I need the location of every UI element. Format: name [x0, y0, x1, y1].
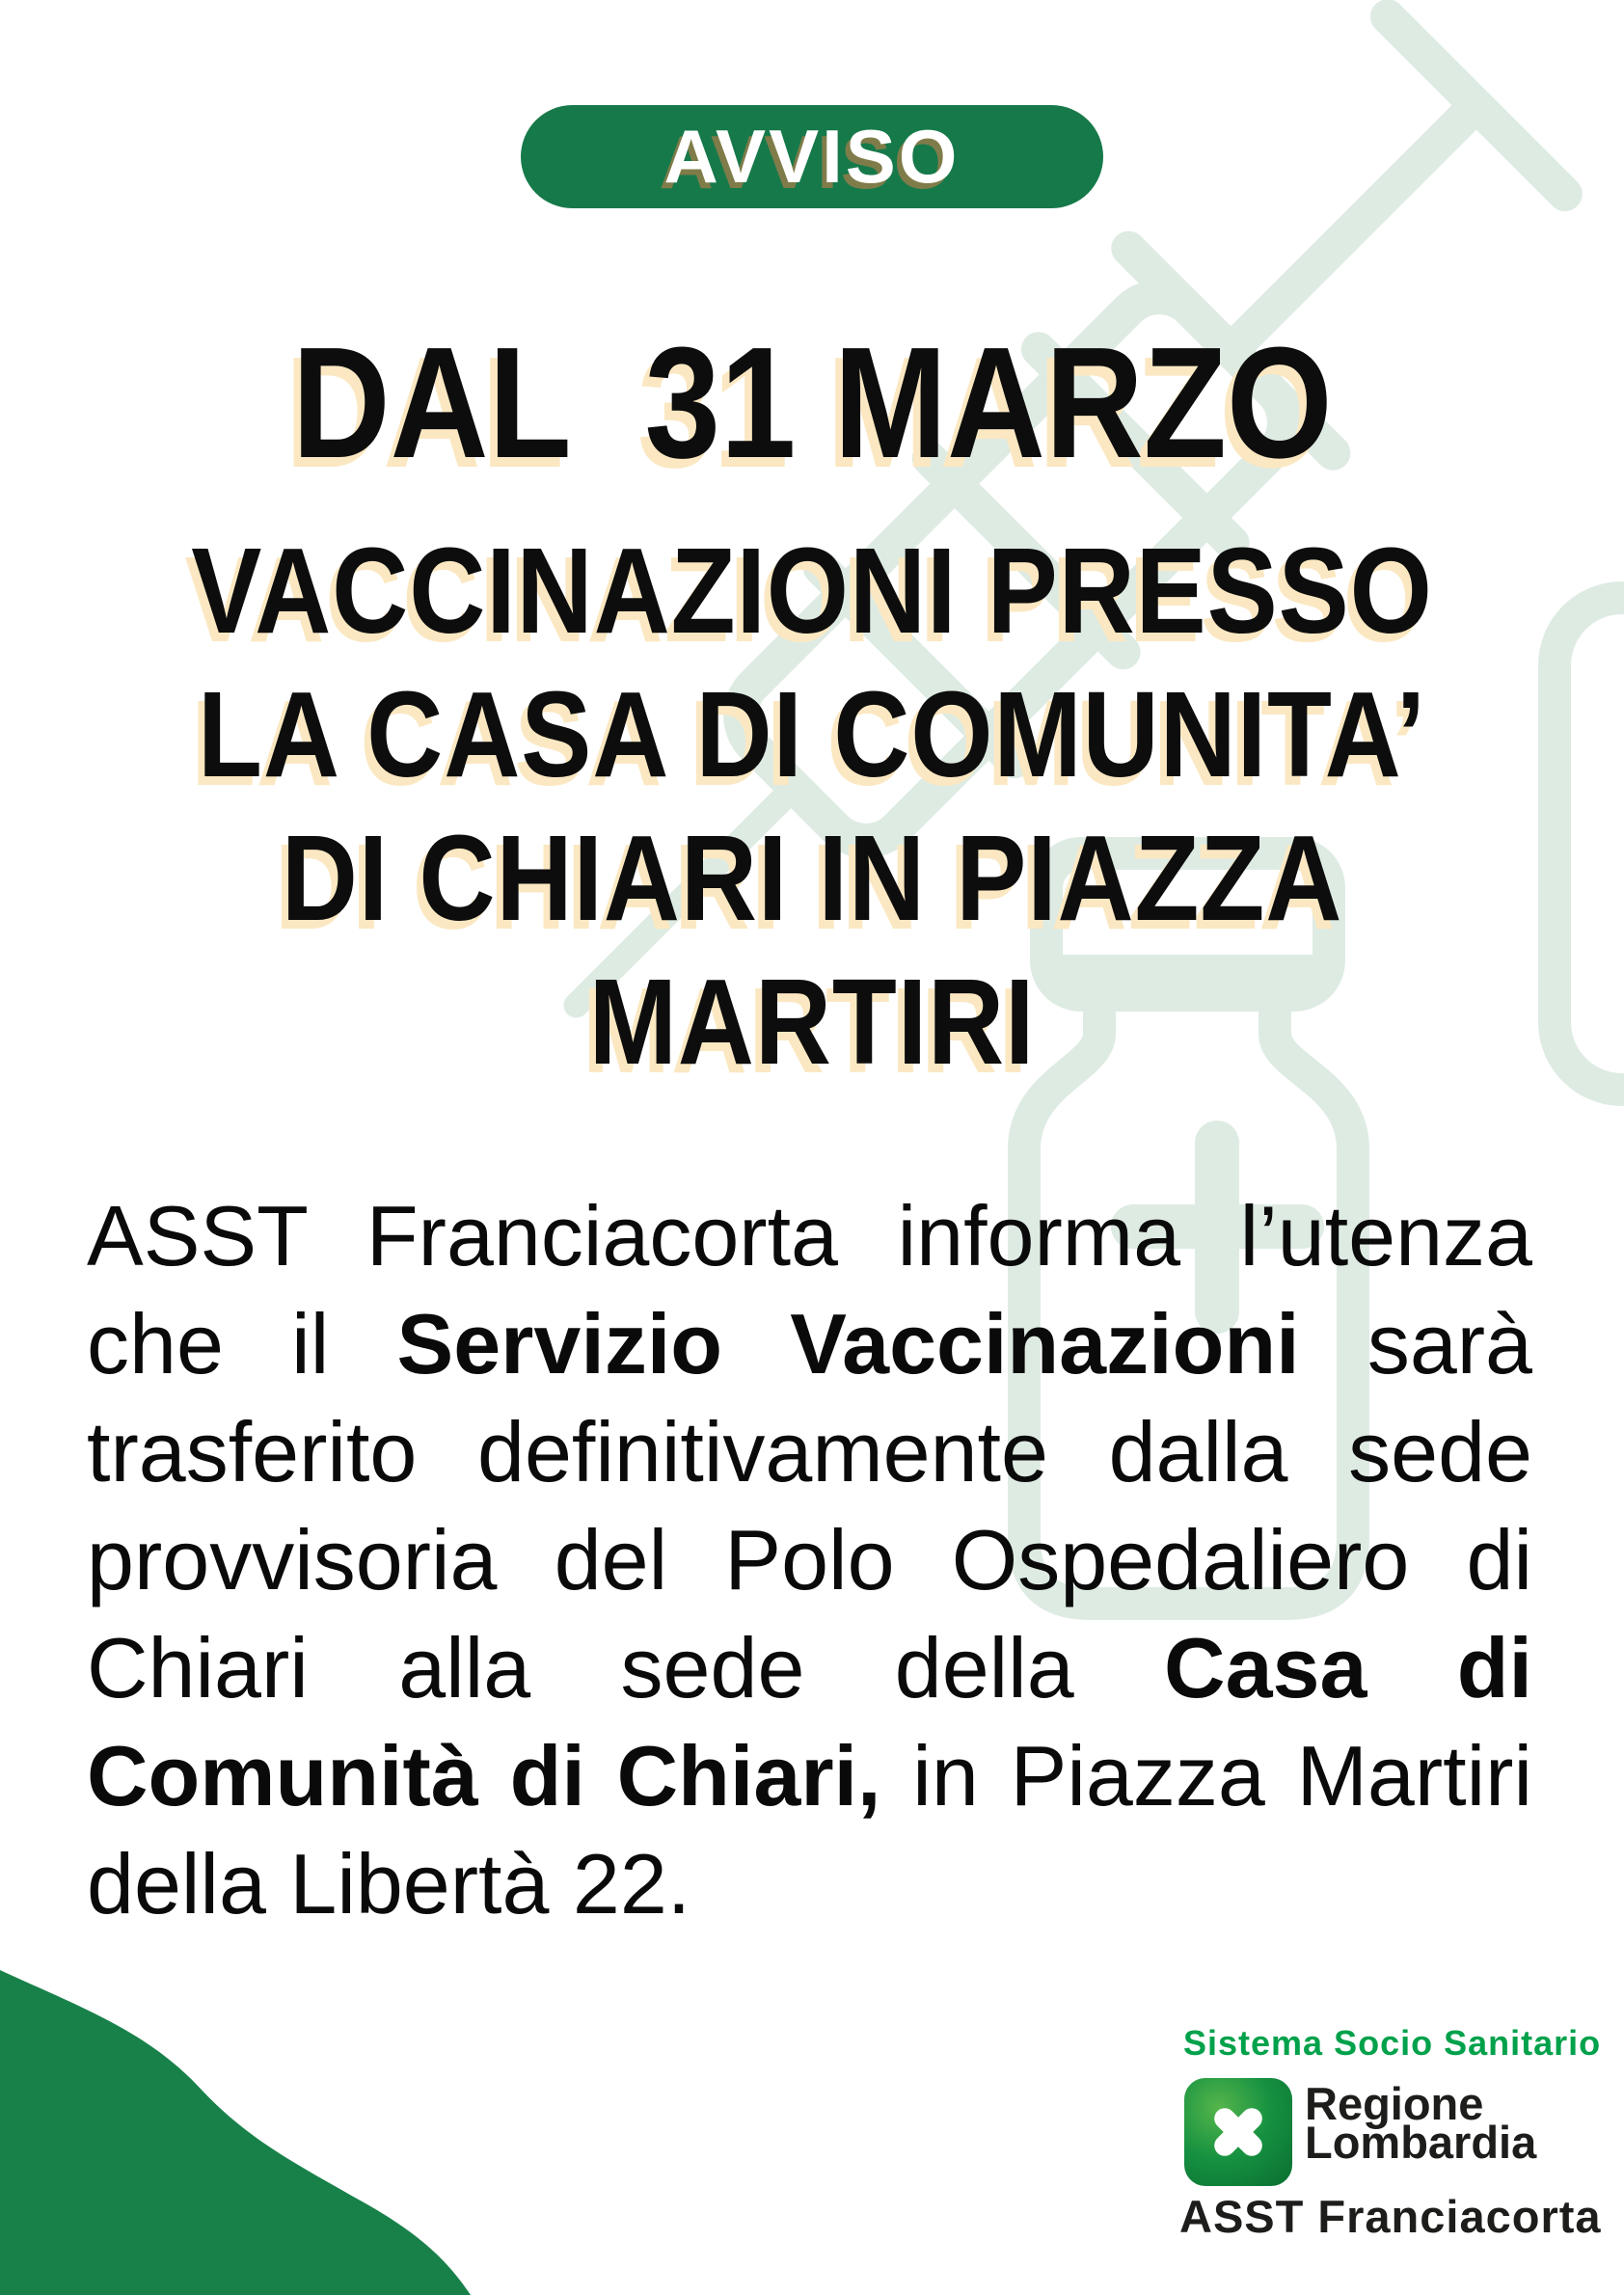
body-line: Chiari alla sede della Casa di: [87, 1620, 1532, 1715]
region-name-line1: Regione: [1305, 2078, 1484, 2129]
badge-label: AVVISO: [663, 114, 961, 199]
body-line: provvisoria del Polo Ospedaliero di: [87, 1512, 1532, 1607]
body-line: trasferito definitivamente dalla sede: [87, 1404, 1532, 1499]
subtitle-line: MARTIRI: [588, 954, 1036, 1090]
region-name: [1305, 2078, 1537, 2168]
regione-lombardia-logo: [1184, 2078, 1292, 2186]
body-line: che il Servizio Vaccinazioni sarà: [87, 1296, 1532, 1391]
org-label: ASST Franciacorta: [1179, 2191, 1602, 2242]
body-paragraph: [87, 1182, 1532, 1938]
subtitle-line: DI CHIARI IN PIAZZA: [281, 810, 1343, 946]
notice-badge: [521, 105, 1103, 208]
subtitle-line: LA CASA DI COMUNITA’: [198, 666, 1426, 802]
subtitle-line: VACCINAZIONI PRESSO: [191, 523, 1433, 659]
region-name-line2: Lombardia: [1305, 2117, 1537, 2168]
page-title: DAL 31 MARZO: [291, 314, 1333, 491]
body-line: Comunità di Chiari, in Piazza Martiri: [87, 1728, 1532, 1823]
subtitle: [0, 519, 1624, 1094]
rosa-camuna-icon: [1195, 2089, 1282, 2175]
system-label: Sistema Socio Sanitario: [1183, 2023, 1602, 2063]
body-line: ASST Franciacorta informa l’utenza: [87, 1188, 1532, 1283]
body-line: della Libertà 22.: [87, 1836, 691, 1931]
corner-blob-decoration: [0, 1962, 501, 2295]
